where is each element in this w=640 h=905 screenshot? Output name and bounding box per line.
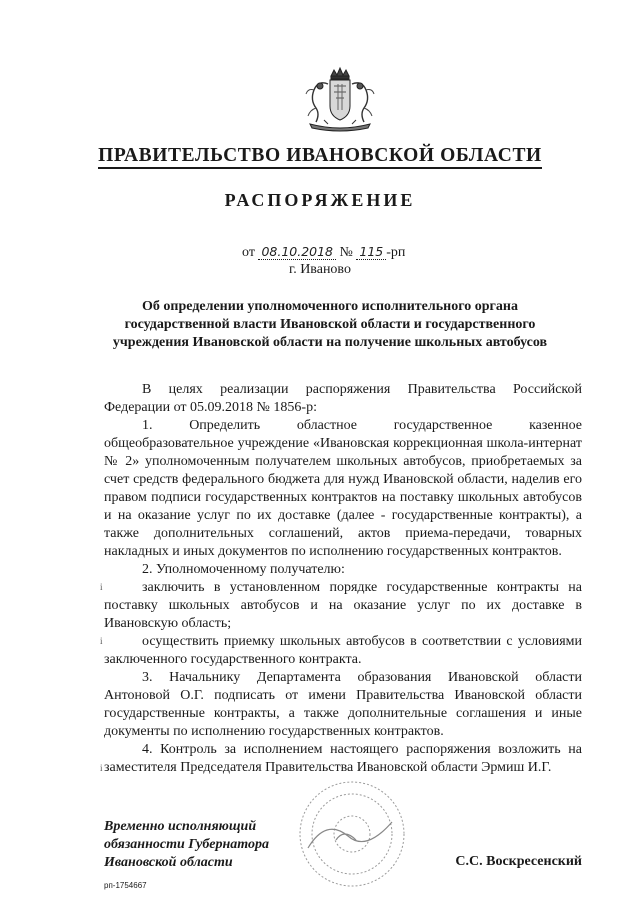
signer-position xyxy=(104,818,304,872)
margin-mark-3: i xyxy=(100,763,103,773)
handwritten-date: 08.10.2018 xyxy=(258,244,336,260)
item-2-paragraph: 2. Уполномоченному получателю: xyxy=(142,562,345,577)
government-title-text: ПРАВИТЕЛЬСТВО ИВАНОВСКОЙ ОБЛАСТИ xyxy=(98,145,542,169)
item-2b-paragraph: осуществить приемку школьных автобусов в соответствии с условиями заключенного государственного контракта. xyxy=(104,634,582,667)
item-2a-paragraph: заключить в установленном порядке государственные контракты на поставку школьных автобусов и на оказание услуг по их доставке в Ивановскую область; xyxy=(104,580,582,631)
registration-number: рп-1754667 xyxy=(104,881,147,890)
signer-name: С.С. Воскресенский xyxy=(455,854,582,869)
date-prefix: от xyxy=(242,245,255,260)
margin-mark-1: i xyxy=(100,582,103,592)
city-name: г. Иваново xyxy=(289,262,351,277)
item-1-paragraph: 1. Определить областное государственное казенное общеобразовательное учреждение «Ивановская коррекционная школа-интернат № 2» уполномоченным получателем школьных автобусов, приобретаемых за счет средств федерального бюджета для нужд Ивановской области, наделив его правом подписи государственных контрактов на поставку школьных автобусов и на оказание услуг по их доставке (далее - государственные контракты), а также дополнительных соглашений, актов приема-передачи, товарных накладных и иных документов по исполнению государственных контрактов. xyxy=(104,418,582,559)
coat-of-arms-emblem xyxy=(298,66,382,132)
document-heading: Об определении уполномоченного исполнительного органа государственной власти Ивановской области и государственного учреждения Ивановской области на получение школьных автобусов xyxy=(112,299,548,350)
margin-mark-2: i xyxy=(100,636,103,646)
date-number-line xyxy=(242,244,472,261)
item-3-paragraph: 3. Начальнику Департамента образования Ивановской области Антоновой О.Г. подписать от имени Правительства Ивановской области государственные контракты, а также дополнительные соглашения и иные документы по исполнению государственных контрактов. xyxy=(104,670,582,739)
seal-icon xyxy=(296,778,408,890)
coat-of-arms-icon xyxy=(298,66,382,132)
official-seal xyxy=(296,778,408,890)
number-sign: № xyxy=(339,245,353,260)
document-type: РАСПОРЯЖЕНИЕ xyxy=(224,190,416,210)
government-title xyxy=(0,145,640,167)
handwritten-number: 115 xyxy=(356,244,386,260)
signer-position-line-3: Ивановской области xyxy=(104,855,233,870)
intro-paragraph: В целях реализации распоряжения Правительства Российской Федерации от 05.09.2018 № 1856-р: xyxy=(104,382,582,415)
signer-position-line-1: Временно исполняющий xyxy=(104,819,257,834)
number-suffix: -рп xyxy=(386,245,406,260)
signer-position-line-2: обязанности Губернатора xyxy=(104,837,269,852)
document-body xyxy=(104,381,582,777)
item-4-paragraph: 4. Контроль за исполнением настоящего распоряжения возложить на заместителя Председателя Правительства Ивановской области Эрмиш И.Г. xyxy=(104,742,582,775)
